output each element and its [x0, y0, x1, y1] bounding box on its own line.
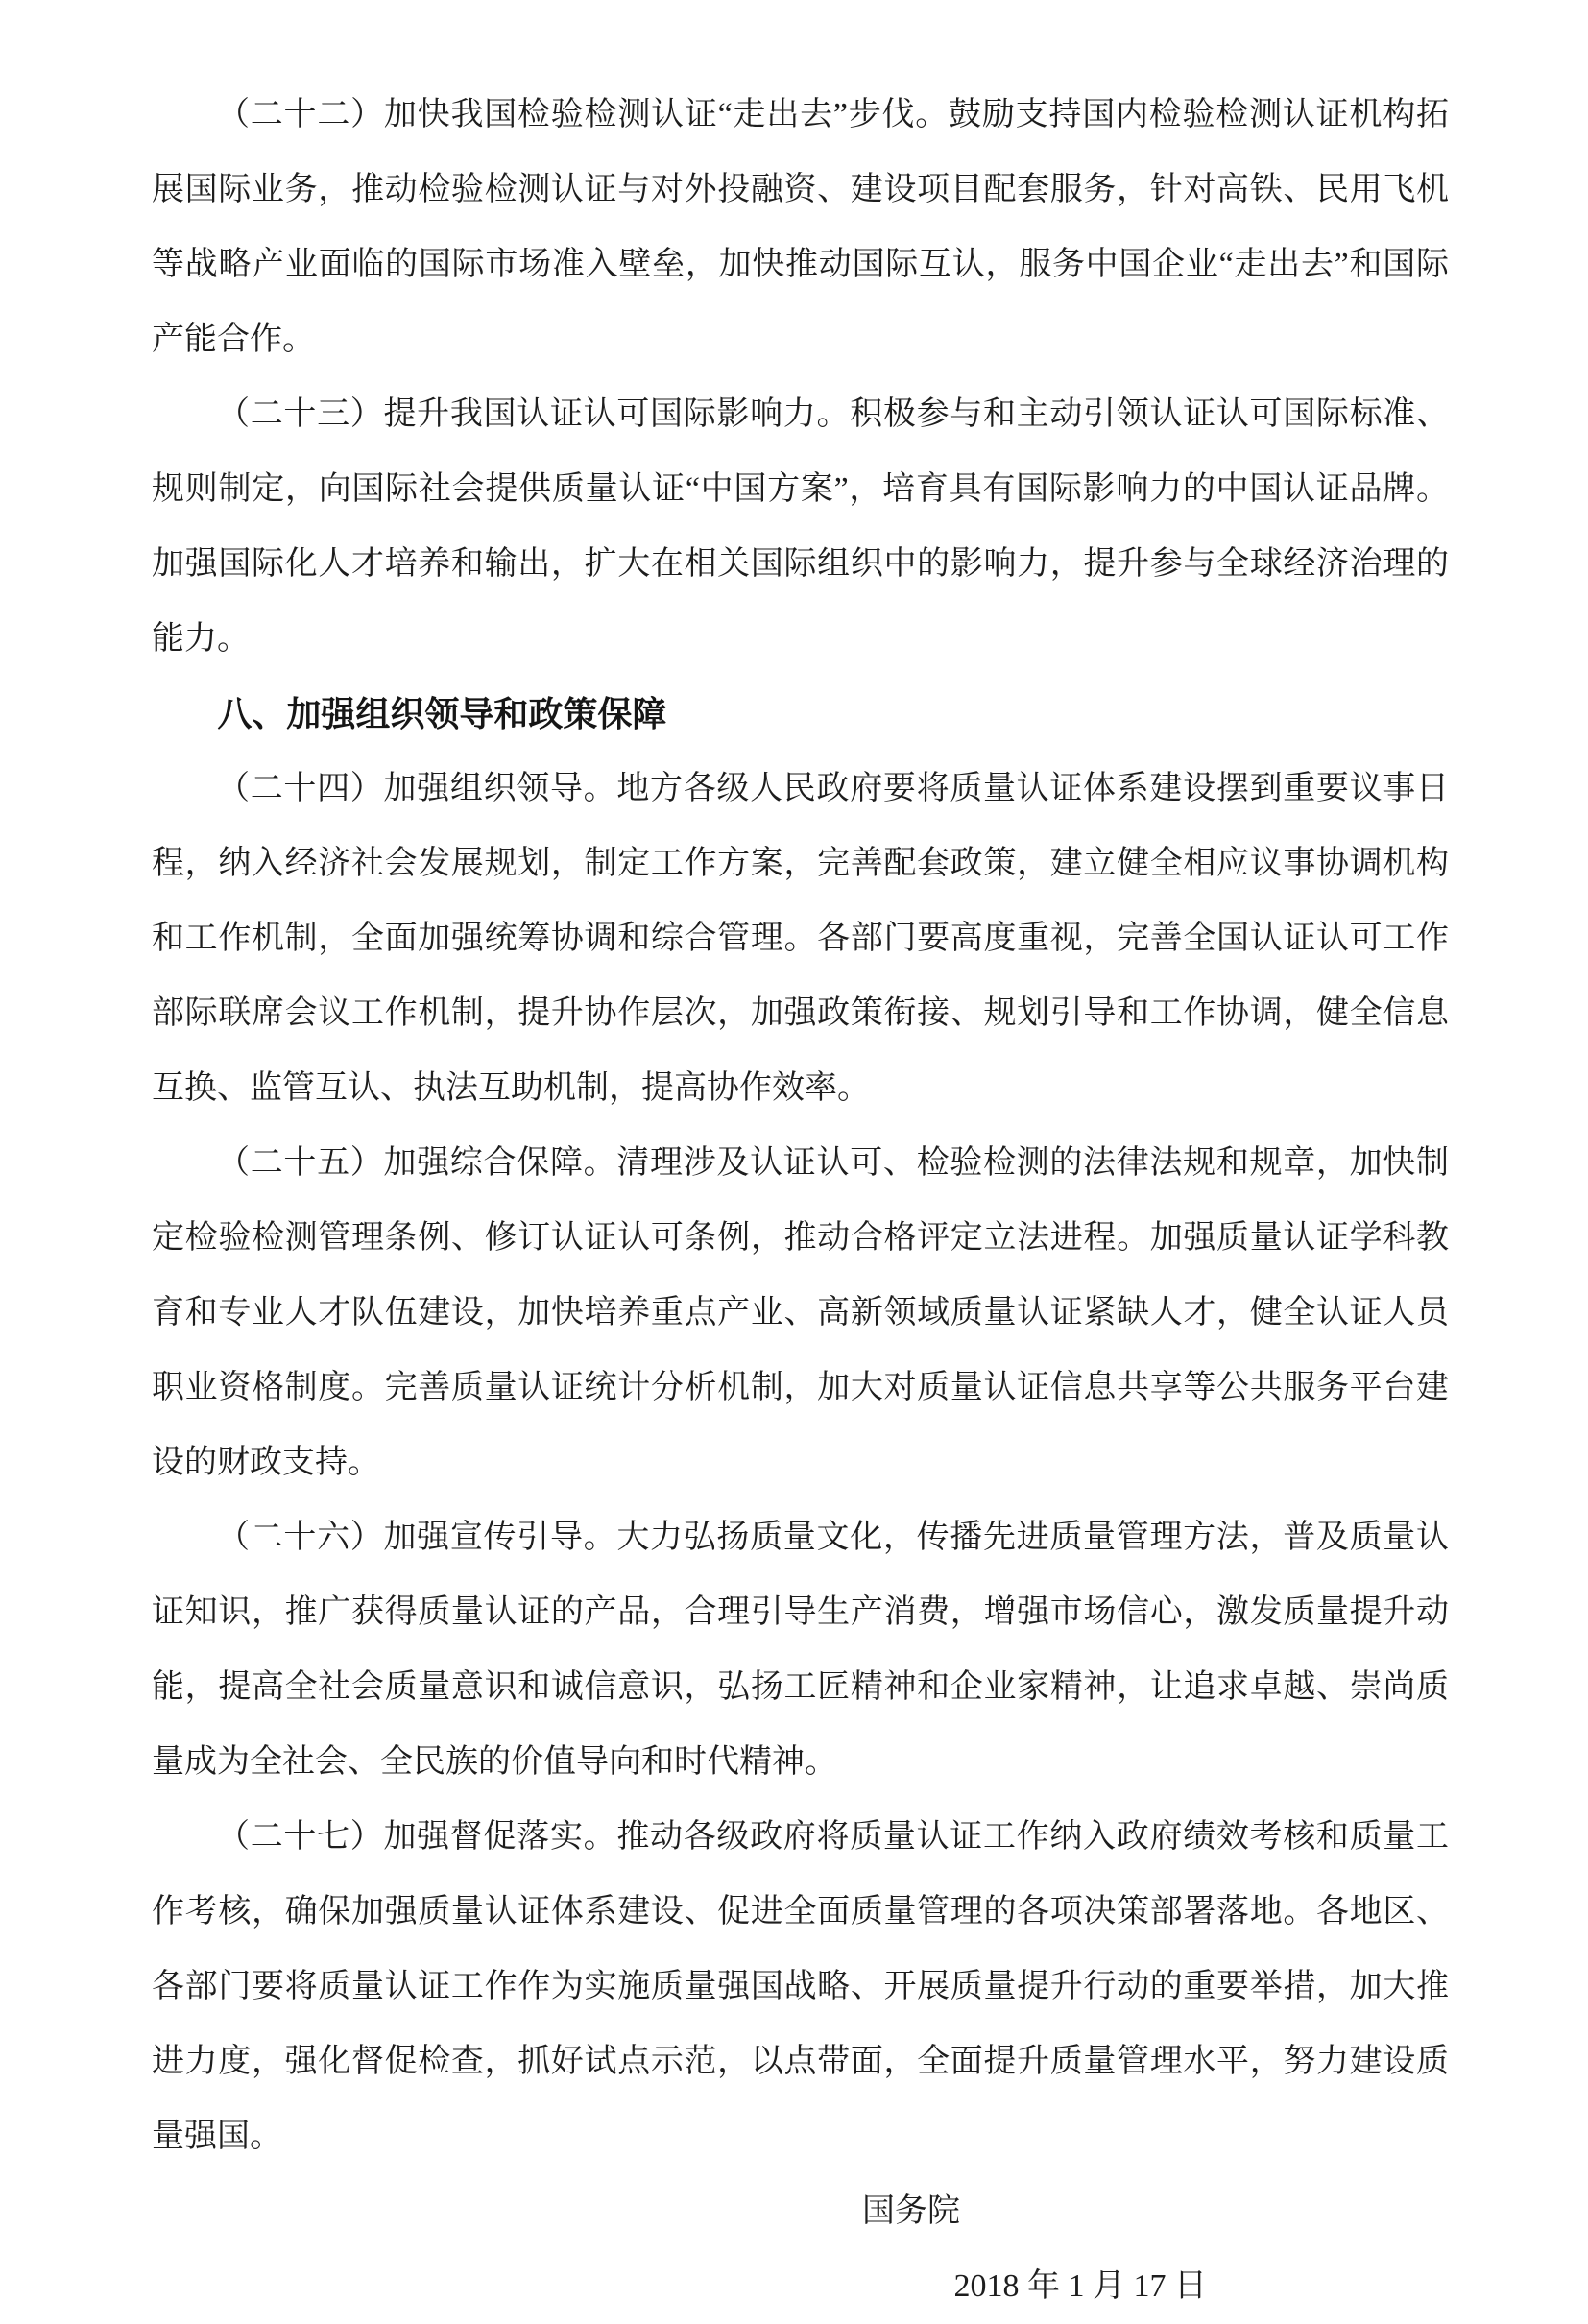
- signature-date: 2018 年 1 月 17 日: [953, 2268, 1207, 2304]
- paragraph-item-24: （二十四）加强组织领导。地方各级人民政府要将质量认证体系建设摆到重要议事日程，纳入经济社会发展规划，制定工作方案，完善配套政策，建立健全相应议事协调机构和工作机制，全面加强统筹协调和综合管理。各部门要高度重视，完善全国认证认可工作部际联席会议工作机制，提升协作层次，加强政策衔接、规划引导和工作协调，健全信息互换、监管互认、执法互助机制，提高协作效率。: [152, 771, 1449, 1106]
- signature-author: 国务院: [862, 2193, 960, 2229]
- section-heading-8: 八、加强组织领导和政策保障: [217, 694, 667, 733]
- paragraph-item-22: （二十二）加快我国检验检测认证“走出去”步伐。鼓励支持国内检验检测认证机构拓展国际业务，推动检验检测认证与对外投融资、建设项目配套服务，针对高铁、民用飞机等战略产业面临的国际市场准入壁垒，加快推动国际互认，服务中国企业“走出去”和国际产能合作。: [152, 97, 1449, 357]
- paragraph-item-26: （二十六）加强宣传引导。大力弘扬质量文化，传播先进质量管理方法，普及质量认证知识，推广获得质量认证的产品，合理引导生产消费，增强市场信心，激发质量提升动能，提高全社会质量意识和诚信意识，弘扬工匠精神和企业家精神，让追求卓越、崇尚质量成为全社会、全民族的价值导向和时代精神。: [152, 1520, 1449, 1780]
- document-body: [152, 78, 1449, 2324]
- paragraph-item-25: （二十五）加强综合保障。清理涉及认证认可、检验检测的法律法规和规章，加快制定检验检测管理条例、修订认证认可条例，推动合格评定立法进程。加强质量认证学科教育和专业人才队伍建设，加快培养重点产业、高新领域质量认证紧缺人才，健全认证人员职业资格制度。完善质量认证统计分析机制，加大对质量认证信息共享等公共服务平台建设的财政支持。: [152, 1145, 1449, 1480]
- paragraph-item-27: （二十七）加强督促落实。推动各级政府将质量认证工作纳入政府绩效考核和质量工作考核，确保加强质量认证体系建设、促进全面质量管理的各项决策部署落地。各地区、各部门要将质量认证工作作为实施质量强国战略、开展质量提升行动的重要举措，加大推进力度，强化督促检查，抓好试点示范，以点带面，全面提升质量管理水平，努力建设质量强国。: [152, 1819, 1449, 2154]
- paragraph-item-23: （二十三）提升我国认证认可国际影响力。积极参与和主动引领认证认可国际标准、规则制定，向国际社会提供质量认证“中国方案”，培育具有国际影响力的中国认证品牌。加强国际化人才培养和输出，扩大在相关国际组织中的影响力，提升参与全球经济治理的能力。: [152, 396, 1449, 657]
